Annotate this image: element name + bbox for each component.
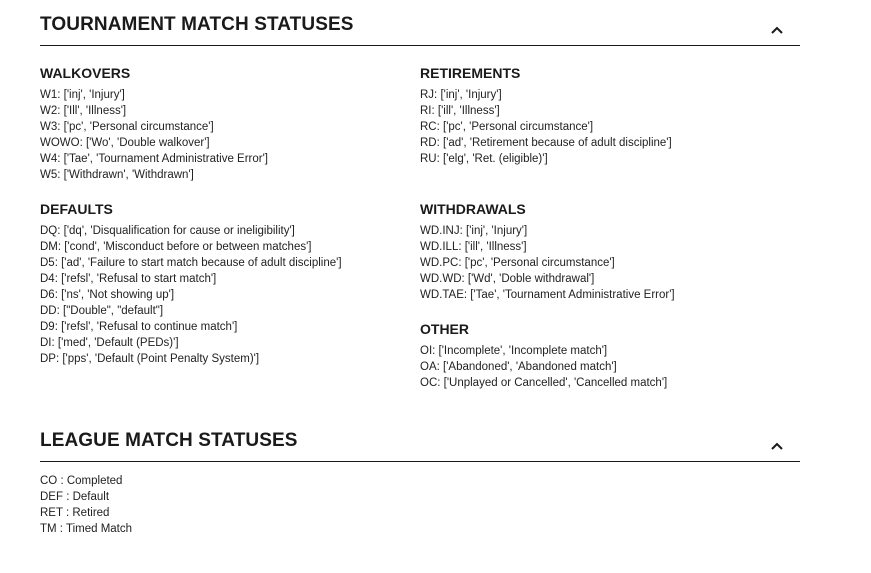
status-line: DI: ['med', 'Default (PEDs)'] [40,337,179,349]
status-line: WD.TAE: ['Tae', 'Tournament Administrative Error'] [420,289,675,301]
chevron-up-icon[interactable] [770,441,784,451]
chevron-up-icon[interactable] [770,25,784,35]
league-header[interactable] [40,427,800,462]
status-line: DEF : Default [40,491,110,503]
league-section [40,427,800,535]
status-line: DP: ['pps', 'Default (Point Penalty System)'] [40,353,260,365]
status-line: WD.ILL: ['ill', 'Illness'] [420,241,527,253]
status-line: D9: ['refsl', 'Refusal to continue match'] [40,321,238,333]
status-line: RD: ['ad', 'Retirement because of adult discipline'] [420,137,672,149]
status-line: RC: ['pc', 'Personal circumstance'] [420,121,594,133]
status-line: D6: ['ns', 'Not showing up'] [40,289,175,301]
group-other [420,321,667,391]
status-line: RI: ['ill', 'Illness'] [420,105,500,117]
status-line: D4: ['refsl', 'Refusal to start match'] [40,273,217,285]
status-line: RJ: ['inj', 'Injury'] [420,89,502,101]
tournament-title: TOURNAMENT MATCH STATUSES [40,14,354,35]
tournament-header[interactable] [40,11,800,46]
group-title: WITHDRAWALS [420,201,526,217]
status-line: WD.PC: ['pc', 'Personal circumstance'] [420,257,615,269]
status-line: WD.INJ: ['inj', 'Injury'] [420,225,528,237]
status-line: TM : Timed Match [40,523,133,535]
status-line: WD.WD: ['Wd', 'Doble withdrawal'] [420,273,595,285]
group-retirements [420,65,672,167]
group-title: WALKOVERS [40,65,131,81]
group-withdrawals [420,201,675,303]
status-line: RET : Retired [40,507,110,519]
status-line: W4: ['Tae', 'Tournament Administrative Error'] [40,153,269,165]
status-line: D5: ['ad', 'Failure to start match because of adult discipline'] [40,257,342,269]
status-line: OA: ['Abandoned', 'Abandoned match'] [420,361,617,373]
status-line: W1: ['inj', 'Injury'] [40,89,125,101]
status-line: DD: ["Double", "default"] [40,305,164,317]
status-line: CO : Completed [40,475,123,487]
status-line: W5: ['Withdrawn', 'Withdrawn'] [40,169,194,181]
status-line: W3: ['pc', 'Personal circumstance'] [40,121,214,133]
group-walkovers [40,65,268,183]
group-defaults [40,201,342,367]
status-line: RU: ['elg', 'Ret. (eligible)'] [420,153,548,165]
status-line: DQ: ['dq', 'Disqualification for cause or ineligibility'] [40,225,295,237]
league-list [40,473,420,537]
tournament-section [40,11,800,389]
status-line: OC: ['Unplayed or Cancelled', 'Cancelled match'] [420,377,668,389]
status-line: W2: ['Ill', 'Illness'] [40,105,127,117]
group-title: DEFAULTS [40,201,113,217]
group-title: OTHER [420,321,469,337]
group-title: RETIREMENTS [420,65,521,81]
status-line: DM: ['cond', 'Misconduct before or between matches'] [40,241,312,253]
status-line: WOWO: ['Wo', 'Double walkover'] [40,137,210,149]
league-title: LEAGUE MATCH STATUSES [40,430,298,451]
status-line: OI: ['Incomplete', 'Incomplete match'] [420,345,608,357]
